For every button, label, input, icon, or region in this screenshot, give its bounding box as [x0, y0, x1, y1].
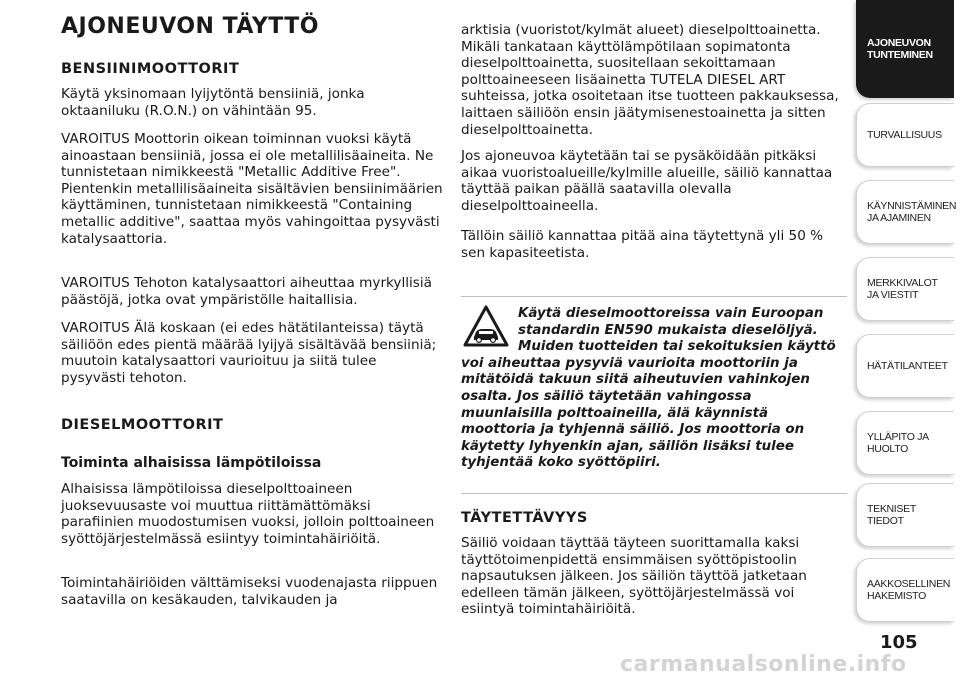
page-title: AJONEUVON TÄYTTÖ — [61, 14, 320, 39]
chapter-tab-kaynnistaminen[interactable] — [856, 180, 957, 244]
paragraph: Tällöin säiliö kannattaa pitää aina täytettynä yli 50 % sen kapasiteetista. — [461, 228, 824, 261]
tab-label: KÄYNNISTÄMINEN JA AJAMINEN — [867, 200, 957, 224]
chapter-tab-hakemisto[interactable] — [856, 558, 954, 622]
paragraph: VAROITUS Moottorin oikean toiminnan vuoksi käytä ainoastaan bensiiniä, jossa ei ole metallilisäaineita. Ne tunnistetaan nimikkeestä "Metallic Additive Free". Pientenkin metallilisäaineita sisältävien bensiinimäärien käyttäminen, tunnistetaan nimikkeestä "Containing metallic additive", saattaa myös vahingoittaa pysyvästi katalysaattoria. — [61, 131, 443, 247]
tab-label: YLLÄPITO JA HUOLTO — [867, 431, 929, 455]
paragraph: Alhaisissa lämpötiloissa dieselpolttoaineen juoksevuusaste voi muuttua riittämättömäksi parafiinien muodostumisen vuoksi, jolloin polttoaineen syöttöjärjestelmässä esiintyy toimintahäiriöitä. — [61, 481, 435, 547]
paragraph: Käytä yksinomaan lyijytöntä bensiiniä, jonka oktaaniluku (R.O.N.) on vähintään 95. — [61, 86, 365, 119]
warning-line: Muiden tuotteiden tai sekoituksien käyttö — [518, 339, 836, 355]
chapter-tab-turvallisuus[interactable] — [856, 103, 954, 167]
warning-line: voi aiheuttaa pysyviä vaurioita moottoriin ja mitätöidä takuun siitä aiheutuvien vahinkojen osalta. Jos säiliö täytetään vahingossa muunlaisilla polttoaineilla, älä käynnistä moottoria ja tyhjennä säiliö. Jos moottoria on käytetty lyhyenkin ajan, säiliön lisäksi tulee tyhjentää koko syöttöpiiri. — [461, 355, 810, 471]
paragraph: Säiliö voidaan täyttää täyteen suorittamalla kaksi täyttötoimenpidettä ensimmäisen syöttöpistoolin napsautuksen jälkeen. Jos säiliön täyttöä jatketaan edelleen tämän jälkeen, syöttöjärjestelmässä voi esiintyä toimintahäiriöitä. — [461, 535, 807, 618]
warning-text — [461, 306, 847, 472]
chapter-tab-ajoneuvon-tunteminen[interactable] — [856, 0, 954, 98]
page-number: 105 — [880, 632, 918, 653]
chapter-sidebar — [856, 0, 960, 678]
warning-line: standardin EN590 mukaista dieselöljyä. — [518, 322, 818, 338]
tab-label: TEKNISET TIEDOT — [867, 503, 916, 527]
paragraph: arktisia (vuoristot/kylmät alueet) dieselpolttoainetta. Mikäli tankataan käyttölämpötilaan sopimatonta dieselpolttoainetta, suositellaan sekoittamaan polttoaineeseen lisäainetta TUTELA DIESEL ART suhteissa, jotka osoitetaan itse tuotteen pakkauksessa, laittaen säiliöön ensin jäätymisenestoainetta ja sitten dieselpolttoainetta. — [461, 22, 839, 138]
paragraph: Jos ajoneuvoa käytetään tai se pysäköidään pitkäksi aikaa vuoristoalueille/kylmille alueille, säiliö kannattaa täyttää paikan päällä saatavilla olevalla dieselpolttoaineella. — [461, 148, 833, 214]
subsection-heading: Toiminta alhaisissa lämpötiloissa — [61, 455, 322, 471]
watermark: carmanualsonline.info — [620, 652, 907, 677]
section-heading-petrol: BENSIINIMOOTTORIT — [61, 61, 240, 77]
tab-label: AJONEUVON TUNTEMINEN — [867, 37, 933, 61]
tab-label: TURVALLISUUS — [867, 129, 942, 141]
chapter-tab-hatatilanteet[interactable] — [856, 334, 954, 398]
tab-label: MERKKIVALOT JA VIESTIT — [867, 277, 938, 301]
tab-label: AAKKOSELLINEN HAKEMISTO — [867, 578, 951, 602]
warning-line: Käytä dieselmoottoreissa vain Euroopan — [518, 306, 824, 321]
paragraph: VAROITUS Tehoton katalysaattori aiheuttaa myrkyllisiä päästöjä, jotka ovat ympäristölle haitallisia. — [61, 275, 432, 308]
chapter-tab-yllapito[interactable] — [856, 411, 954, 475]
paragraph: Toimintahäiriöiden välttämiseksi vuodenajasta riippuen saatavilla on kesäkauden, talvikauden ja — [61, 575, 438, 608]
divider — [461, 296, 847, 297]
chapter-tab-tekniset-tiedot[interactable] — [856, 483, 954, 547]
chapter-tab-merkkivalot[interactable] — [856, 257, 954, 321]
section-heading-fill: TÄYTETTÄVYYS — [461, 510, 588, 526]
tab-label: HÄTÄTILANTEET — [867, 360, 948, 372]
paragraph: VAROITUS Älä koskaan (ei edes hätätilanteissa) täytä säiliöön edes pientä määrää lyijyä sisältävää bensiiniä; muutoin katalysaattori vaurioituu ja siitä tulee pysyvästi tehoton. — [61, 320, 437, 386]
section-heading-diesel: DIESELMOOTTORIT — [61, 417, 224, 433]
divider — [461, 493, 847, 494]
